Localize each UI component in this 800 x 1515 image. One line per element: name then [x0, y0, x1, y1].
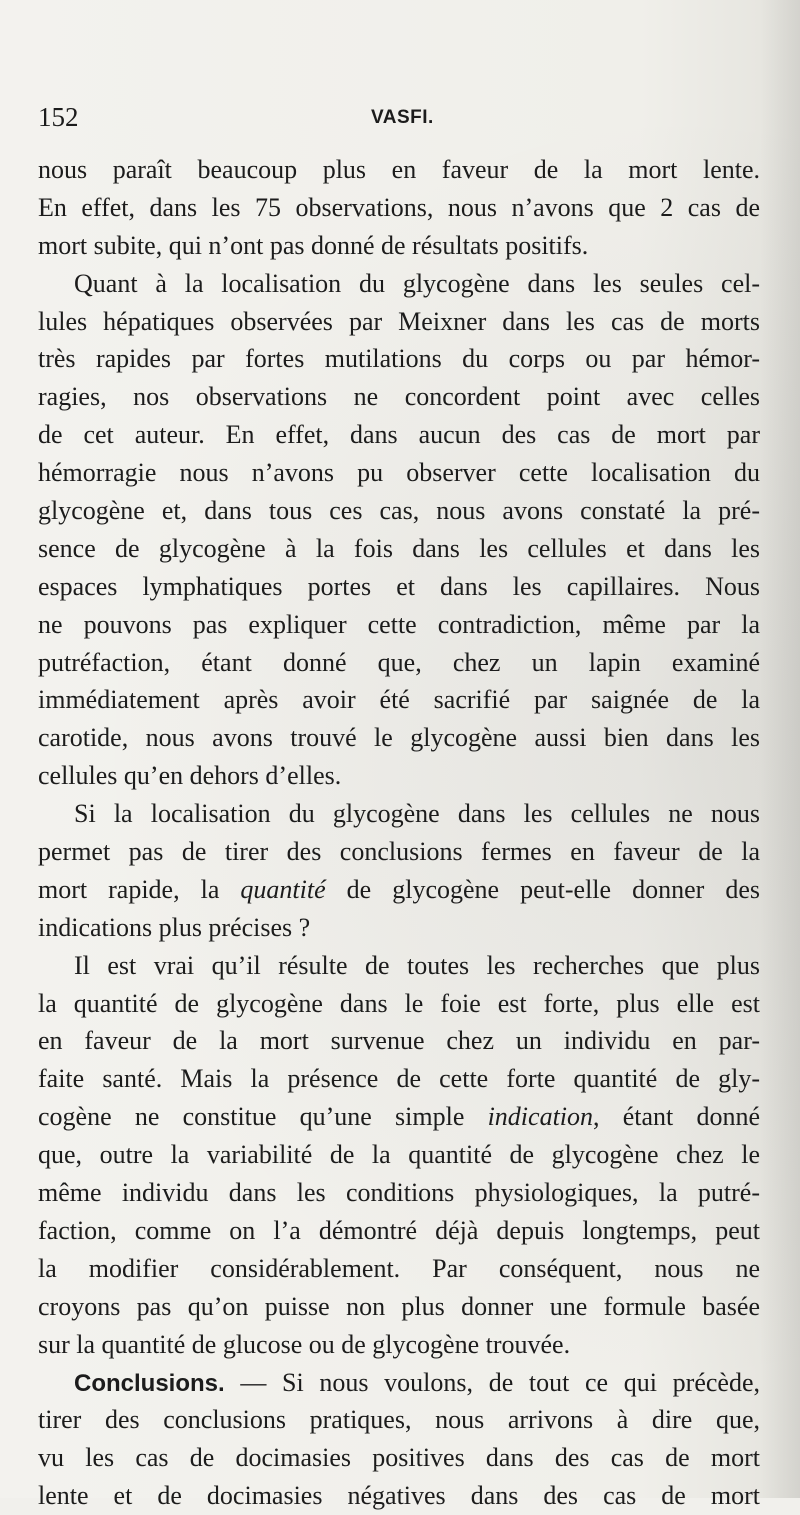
text-line: Quant à la localisation du glycogène dans les seules cel-	[74, 268, 760, 298]
text-line: hémorragie nous n’avons pu observer cette localisation du	[38, 458, 760, 488]
text-line: que, outre la variabilité de la quantité de glycogène chez le	[38, 1140, 760, 1170]
text-line: immédiatement après avoir été sacrifié par saignée de la	[38, 685, 760, 715]
text-line: cellules qu’en dehors d’elles.	[38, 761, 342, 791]
text-line: la modifier considérablement. Par conséquent, nous ne	[38, 1253, 760, 1283]
text-line: espaces lymphatiques portes et dans les capillaires. Nous	[38, 571, 760, 601]
page-body	[38, 151, 760, 1515]
text-line: permet pas de tirer des conclusions fermes en faveur de la	[38, 837, 760, 867]
page-number: 152	[38, 102, 79, 132]
text-line: En effet, dans les 75 observations, nous n’avons que 2 cas de	[38, 192, 760, 222]
text-line: indications plus précises ?	[38, 912, 311, 942]
text-line: mort subite, qui n’ont pas donné de résultats positifs.	[38, 230, 589, 260]
text-line: ragies, nos observations ne concordent point avec celles	[38, 382, 760, 412]
text-line: très rapides par fortes mutilations du corps ou par hémor-	[38, 344, 760, 374]
text-line: Il est vrai qu’il résulte de toutes les recherches que plus	[74, 950, 760, 980]
text-line: mort rapide, la quantité de glycogène peut-elle donner des	[38, 874, 760, 904]
running-head: VASFI.	[371, 107, 434, 128]
page-header	[38, 100, 760, 134]
text-line: lules hépatiques observées par Meixner dans les cas de morts	[38, 306, 760, 336]
italic-word: indication	[487, 1102, 594, 1132]
text-line: de cet auteur. En effet, dans aucun des cas de mort par	[38, 420, 760, 450]
text-line: lente et de docimasies négatives dans des cas de mort	[38, 1481, 760, 1511]
text-line: même individu dans les conditions physiologiques, la putré-	[38, 1178, 760, 1208]
text-line: faction, comme on l’a démontré déjà depuis longtemps, peut	[38, 1215, 760, 1245]
text-line: la quantité de glycogène dans le foie est forte, plus elle est	[38, 988, 760, 1018]
text-line: ne pouvons pas expliquer cette contradiction, même par la	[38, 609, 760, 639]
text-line: putréfaction, étant donné que, chez un lapin examiné	[38, 647, 760, 677]
text-line: cogène ne constitue qu’une simple indication, étant donné	[38, 1102, 760, 1132]
page-edge-shadow	[760, 0, 800, 1498]
bold-heading: Conclusions.	[74, 1369, 225, 1397]
text-line: faite santé. Mais la présence de cette forte quantité de gly-	[38, 1064, 760, 1094]
text-line: nous paraît beaucoup plus en faveur de la mort lente.	[38, 155, 760, 184]
text-line: en faveur de la mort survenue chez un individu en par-	[38, 1026, 760, 1056]
text-line: sence de glycogène à la fois dans les cellules et dans les	[38, 533, 760, 563]
text-line: croyons pas qu’on puisse non plus donner une formule basée	[38, 1291, 760, 1321]
text-line: vu les cas de docimasies positives dans des cas de mort	[38, 1443, 760, 1473]
text-line: glycogène et, dans tous ces cas, nous avons constaté la pré-	[38, 496, 760, 526]
text-line: tirer des conclusions pratiques, nous arrivons à dire que,	[38, 1405, 760, 1435]
italic-word: quantité	[240, 874, 326, 904]
text-line: Si la localisation du glycogène dans les cellules ne nous	[74, 799, 760, 829]
text-line: carotide, nous avons trouvé le glycogène aussi bien dans les	[38, 723, 760, 753]
text-line: sur la quantité de glucose ou de glycogène trouvée.	[38, 1329, 571, 1359]
text-line: Conclusions. — Si nous voulons, de tout ce qui précède,	[74, 1367, 760, 1397]
